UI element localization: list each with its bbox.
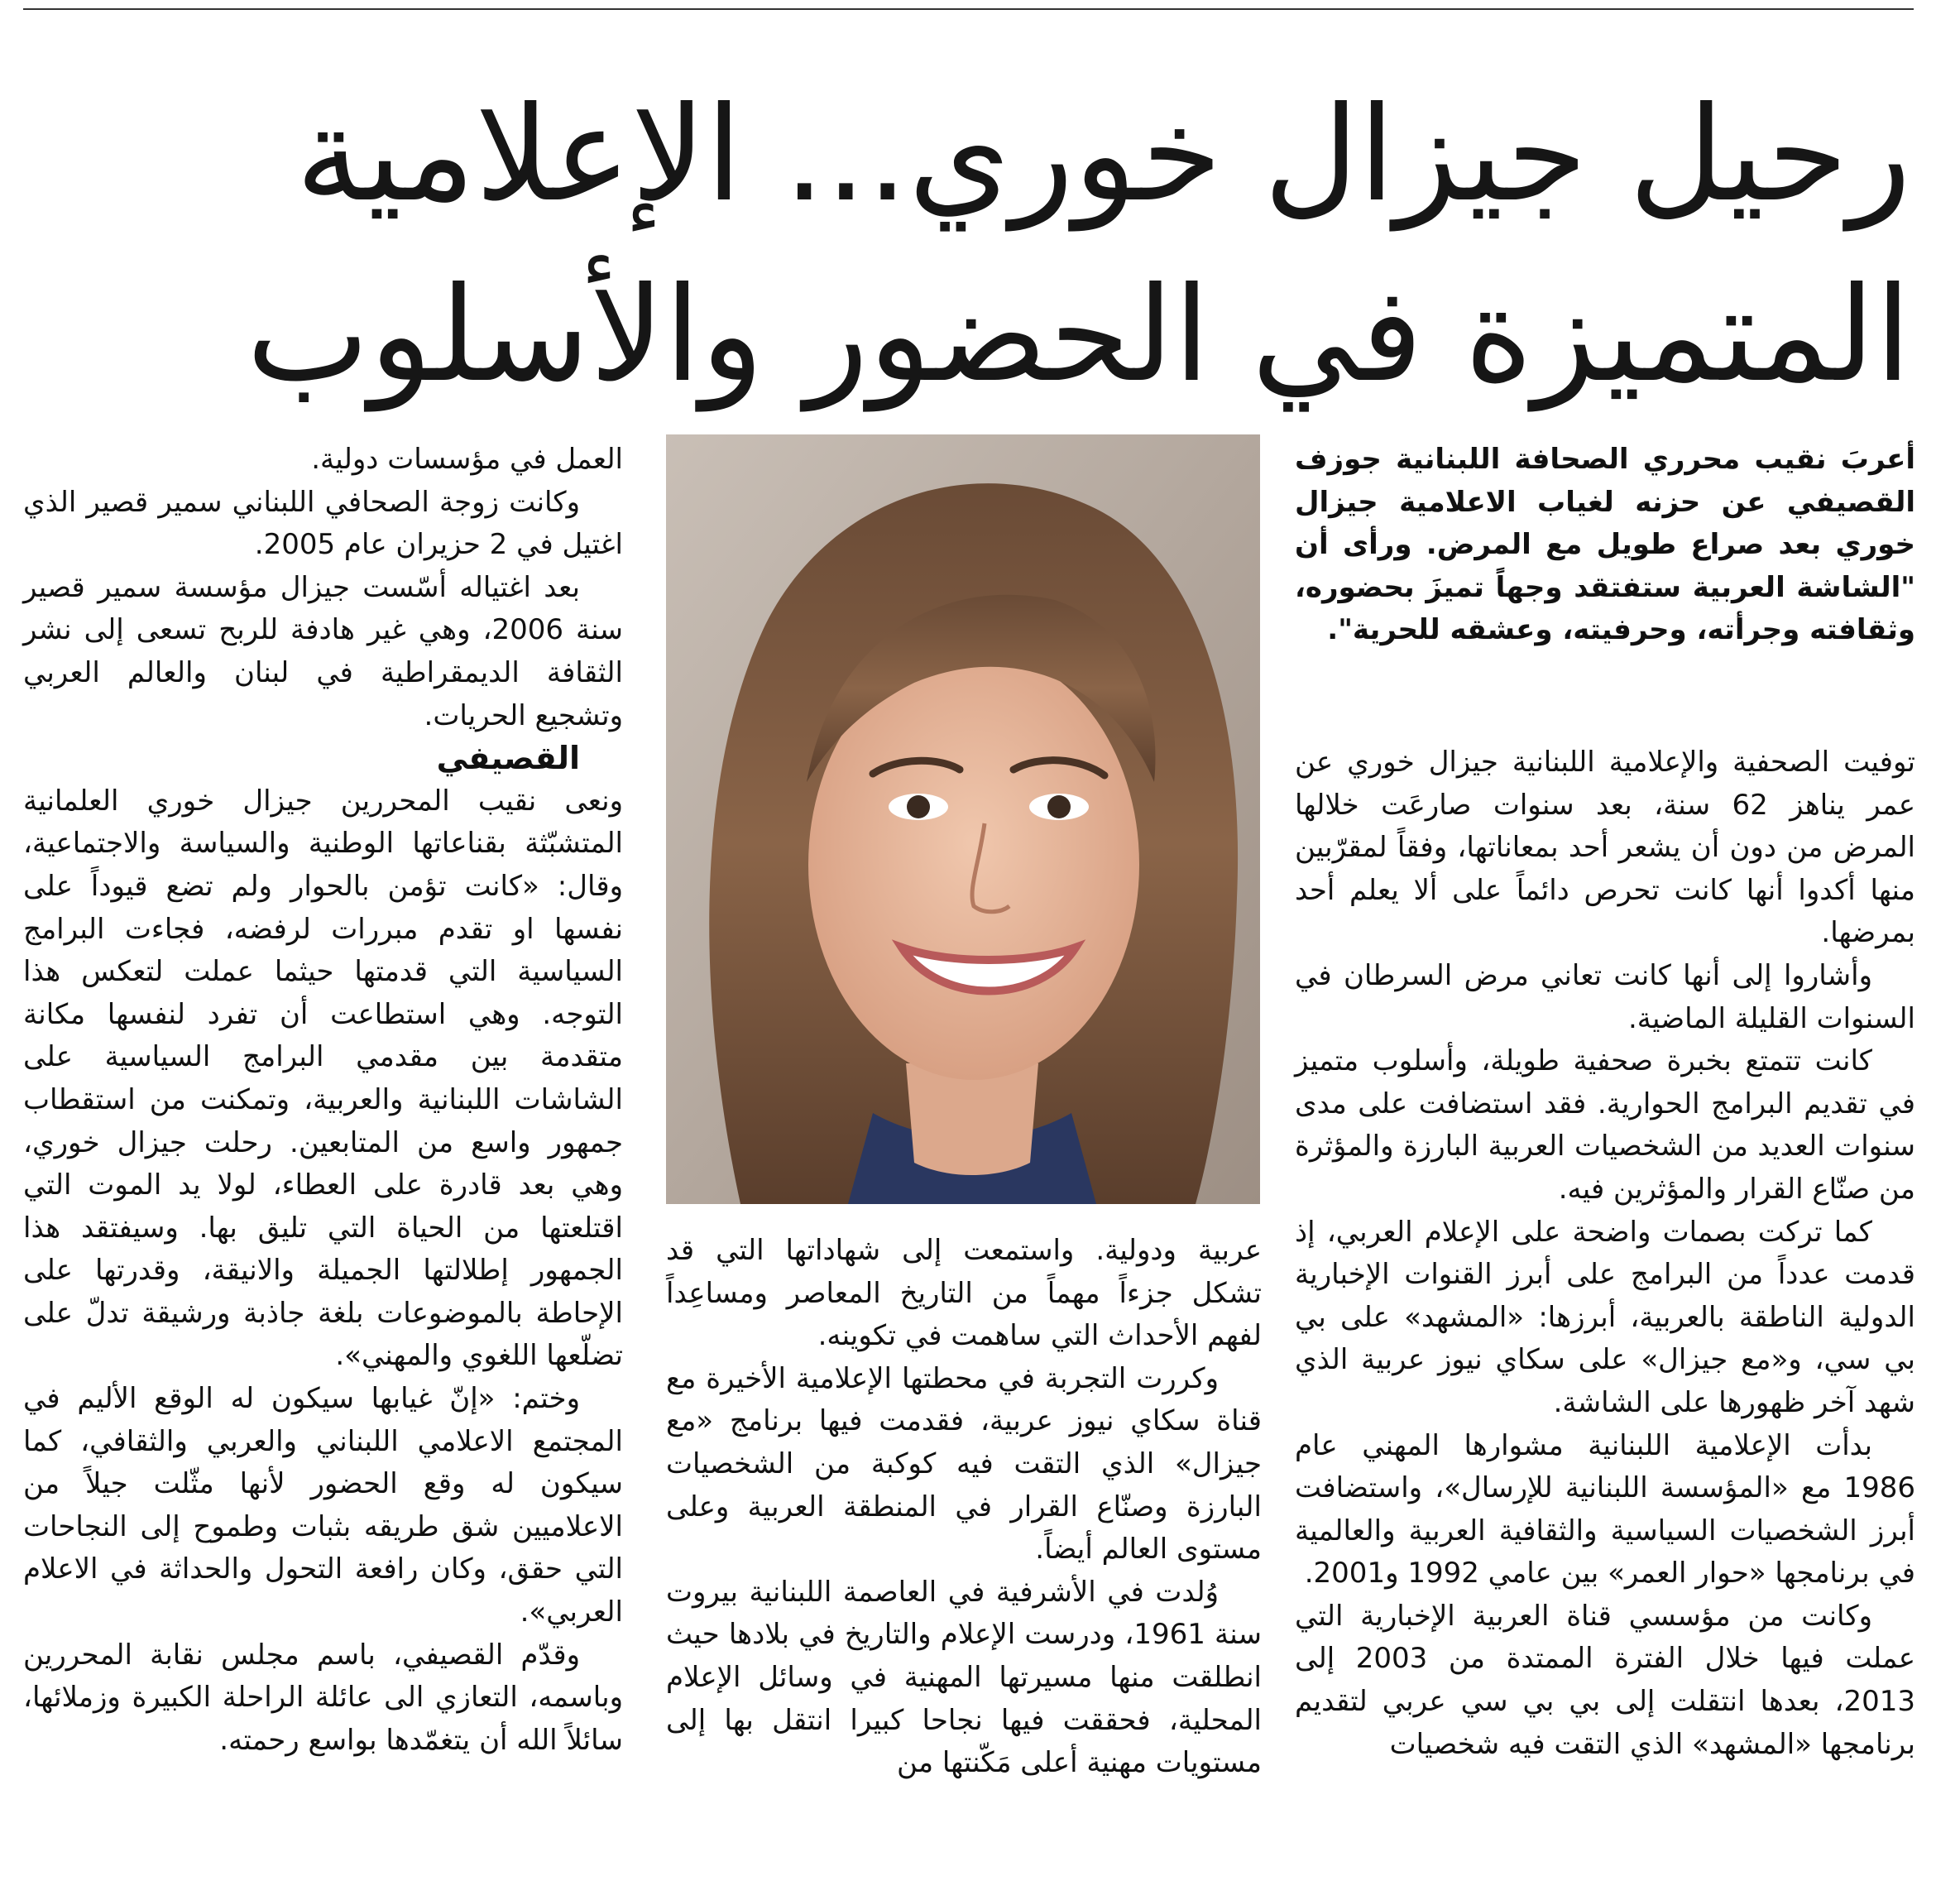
paragraph: كما تركت بصمات واضحة على الإعلام العربي، إذ قدمت عدداً من البرامج على أبرز القنوات الإخبارية الدولية الناطقة بالعربية، أبرزها: «المشهد» على بي بي سي، و«مع جيزال» على سكاي نيوز عربية الذي شهد آخر ظهورها على الشاشة. [1295, 1215, 1915, 1419]
lede [1295, 439, 1915, 652]
portrait-illustration [666, 434, 1260, 1204]
paragraph: ونعى نقيب المحررين جيزال خوري العلمانية المتشبّثة بقناعاتها الوطنية والسياسة والاجتماعية، وقال: «كانت تؤمن بالحوار ولم تضع قيوداً على نفسها او تقدم مبررات لرفضه، فجاءت البرامج السياسية التي قدمتها حيثما عملت لتعكس هذا التوجه. وهي استطاعت أن تفرد لنفسها مكانة متقدمة بين مقدمي البرامج السياسية على الشاشات اللبنانية والعربية، وتمكنت من استقطاب جمهور واسع من المتابعين. رحلت جيزال خوري، وهي بعد قادرة على العطاء، لولا يد الموت التي اقتلعتها من الحياة التي تليق بها. وسيفتقد هذا الجمهور إطلالتها الجميلة والانيقة، وقدرتها على الإحاطة بالموضوعات بلغة جاذبة ورشيقة تدلّ على تضلّعها اللغوي والمهني». [23, 784, 623, 1373]
headline-line-2: المتميزة في الحضور والأسلوب [246, 259, 1911, 411]
paragraph: بعد اغتياله أسّست جيزال مؤسسة سمير قصير سنة 2006، وهي غير هادفة للربح تسعى إلى نشر الثقافة الديمقراطية في لبنان والعالم العربي وتشجيع الحريات. [23, 570, 623, 732]
headline [33, 65, 1911, 425]
paragraph: وختم: «إنّ غيابها سيكون له الوقع الأليم في المجتمع الاعلامي اللبناني والعربي والثقافي، كما سيكون له وقع الحضور لأنها مثّلت جيلاً من الاعلاميين شق طريقه بثبات وطموح إلى النجاحات التي حقق، وكان رافعة التحول والحداثة في الاعلام العربي». [23, 1382, 623, 1629]
left-column [23, 439, 623, 1762]
subheading: القصيفي [436, 740, 580, 777]
right-column [1295, 741, 1915, 1766]
paragraph: وكررت التجربة في محطتها الإعلامية الأخيرة مع قناة سكاي نيوز عربية، فقدمت فيها برنامج «مع جيزال» الذي التقت فيه كوكبة من الشخصيات البارزة وصنّاع القرار في المنطقة العربية وعلى مستوى العالم أيضاً. [666, 1361, 1262, 1567]
paragraph: بدأت الإعلامية اللبنانية مشوارها المهني عام 1986 مع «المؤسسة اللبنانية للإرسال»، واستضافت أبرز الشخصيات السياسية والثقافية العربية والعالمية في برنامجها «حوار العمر» بين عامي 1992 و2001. [1295, 1428, 1915, 1591]
paragraph: وكانت زوجة الصحافي اللبناني سمير قصير الذي اغتيل في 2 حزيران عام 2005. [23, 485, 623, 562]
headline-line-1: رحيل جيزال خوري... الإعلامية [295, 79, 1911, 231]
paragraph: توفيت الصحفية والإعلامية اللبنانية جيزال خوري عن عمر يناهز 62 سنة، بعد سنوات صارعَت خلالها المرض من دون أن يشعر أحد بمعاناتها، وفقاً لمقرّبين منها أكدوا أنها كانت تحرص دائماً على ألا يعلم أحد بمرضها. [1295, 746, 1915, 950]
paragraph: العمل في مؤسسات دولية. [311, 443, 623, 476]
paragraph: وكانت من مؤسسي قناة العربية الإخبارية التي عملت فيها خلال الفترة الممتدة من 2003 إلى 2013، بعدها انتقلت إلى بي بي سي عربي لتقديم برنامجها «المشهد» الذي التقت فيه شخصيات [1295, 1599, 1916, 1761]
middle-column [666, 1230, 1262, 1785]
paragraph: وقدّم القصيفي، باسم مجلس نقابة المحررين وباسمه، التعازي الى عائلة الراحلة الكبيرة وزملائها، سائلاً الله أن يتغمّدها بواسع رحمته. [23, 1638, 623, 1757]
portrait-photo [666, 434, 1260, 1204]
top-rule [23, 8, 1914, 10]
paragraph: وُلدت في الأشرفية في العاصمة اللبنانية بيروت سنة 1961، ودرست الإعلام والتاريخ في بلادها حيث انطلقت منها مسيرتها المهنية في وسائل الإعلام المحلية، فحققت فيها نجاحا كبيرا انتقل بها إلى مستويات مهنية أعلى مَكّنتها من [666, 1575, 1262, 1780]
paragraph: وأشاروا إلى أنها كانت تعاني مرض السرطان في السنوات القليلة الماضية. [1295, 958, 1915, 1035]
lede-paragraph: أعربَ نقيب محرري الصحافة اللبنانية جوزف القصيفي عن حزنه لغياب الاعلامية جيزال خوري بعد صراع طويل مع المرض. ورأى أن "الشاشة العربية ستفتقد وجهاً تميزَ بحضوره، وثقافته وجرأته، وحرفيته، وعشقه للحرية". [1295, 443, 1915, 647]
paragraph: كانت تتمتع بخبرة صحفية طويلة، وأسلوب متميز في تقديم البرامج الحوارية. فقد استضافت على مدى سنوات العديد من الشخصيات العربية البارزة والمؤثرة من صنّاع القرار والمؤثرين فيه. [1295, 1044, 1915, 1206]
paragraph: عربية ودولية. واستمعت إلى شهاداتها التي قد تشكل جزءاً مهماً من التاريخ المعاصر ومساعِداً لفهم الأحداث التي ساهمت في تكوينه. [666, 1234, 1262, 1353]
